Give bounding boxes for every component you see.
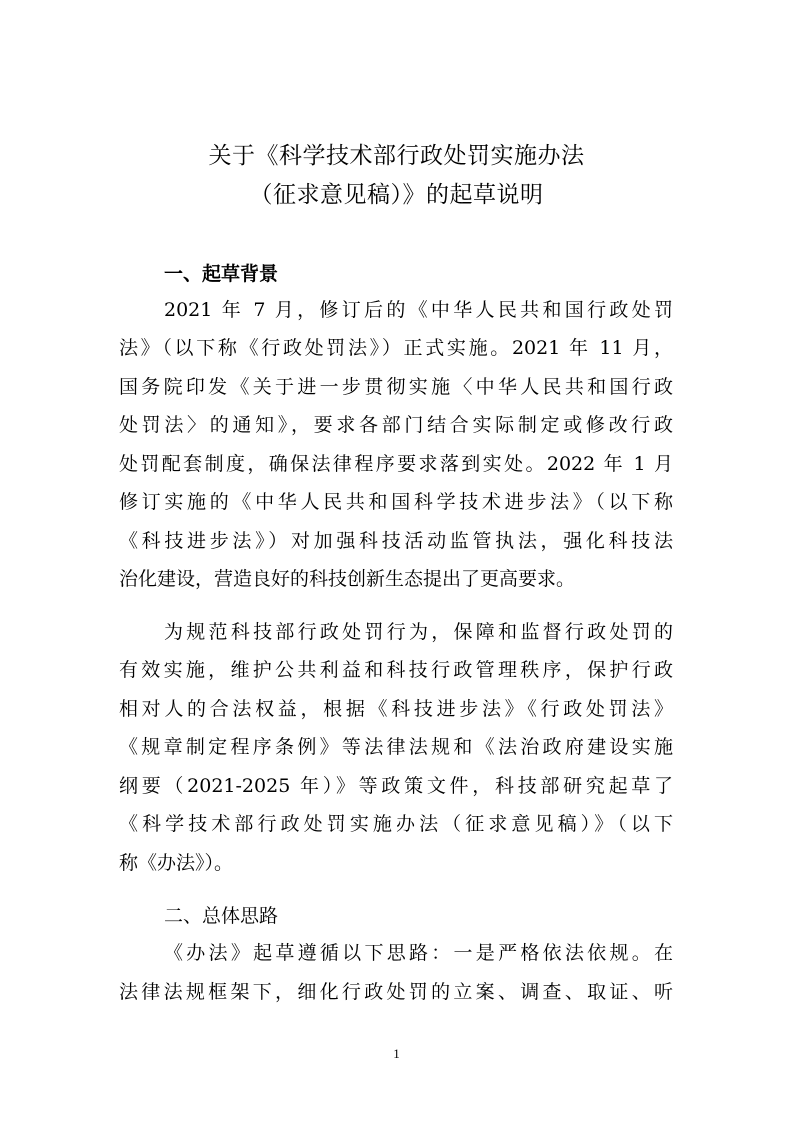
- paragraph-line: 修订实施的《中华人民共和国科学技术进步法》（以下称: [119, 491, 673, 513]
- section-heading-approach: 二、总体思路: [164, 905, 279, 927]
- paragraph-line: 为规范科技部行政处罚行为，保障和监督行政处罚的: [164, 621, 673, 643]
- paragraph-line: 《科技进步法》）对加强科技活动监管执法，强化科技法: [119, 530, 673, 552]
- paragraph-line: 《科学技术部行政处罚实施办法（征求意见稿）》（以下: [119, 813, 673, 835]
- section-heading-background: 一、起草背景: [164, 263, 279, 285]
- paragraph-line: 处罚法〉的通知》，要求各部门结合实际制定或修改行政: [119, 414, 673, 436]
- paragraph-line: 《规章制定程序条例》等法律法规和《法治政府建设实施: [119, 736, 673, 758]
- paragraph-line: 2021 年 7 月，修订后的《中华人民共和国行政处罚: [164, 299, 673, 321]
- paragraph-line: 国务院印发《关于进一步贯彻实施〈中华人民共和国行政: [119, 376, 673, 398]
- paragraph-line: 处罚配套制度，确保法律程序要求落到实处。2022 年 1 月: [119, 453, 673, 475]
- page-number: 1: [393, 1046, 400, 1061]
- paragraph-line: 相对人的合法权益，根据《科技进步法》《行政处罚法》: [119, 698, 673, 720]
- paragraph-line: 称《办法》）。: [119, 852, 234, 874]
- paragraph-line: 法律法规框架下，细化行政处罚的立案、调查、取证、听: [119, 981, 673, 1003]
- paragraph-line: 《办法》起草遵循以下思路：一是严格依法依规。在: [164, 942, 673, 964]
- document-title-line-1: 关于《科学技术部行政处罚实施办法: [208, 143, 585, 169]
- document-title-line-2: （征求意见稿）》的起草说明: [249, 182, 544, 208]
- paragraph-line: 法》（以下称《行政处罚法》）正式实施。2021 年 11 月，: [119, 337, 673, 359]
- paragraph-line: 治化建设，营造良好的科技创新生态提出了更高要求。: [119, 568, 576, 590]
- paragraph-line: 有效实施，维护公共利益和科技行政管理秩序，保护行政: [119, 659, 673, 681]
- paragraph-line: 纲要（2021-2025 年）》等政策文件，科技部研究起草了: [119, 775, 673, 797]
